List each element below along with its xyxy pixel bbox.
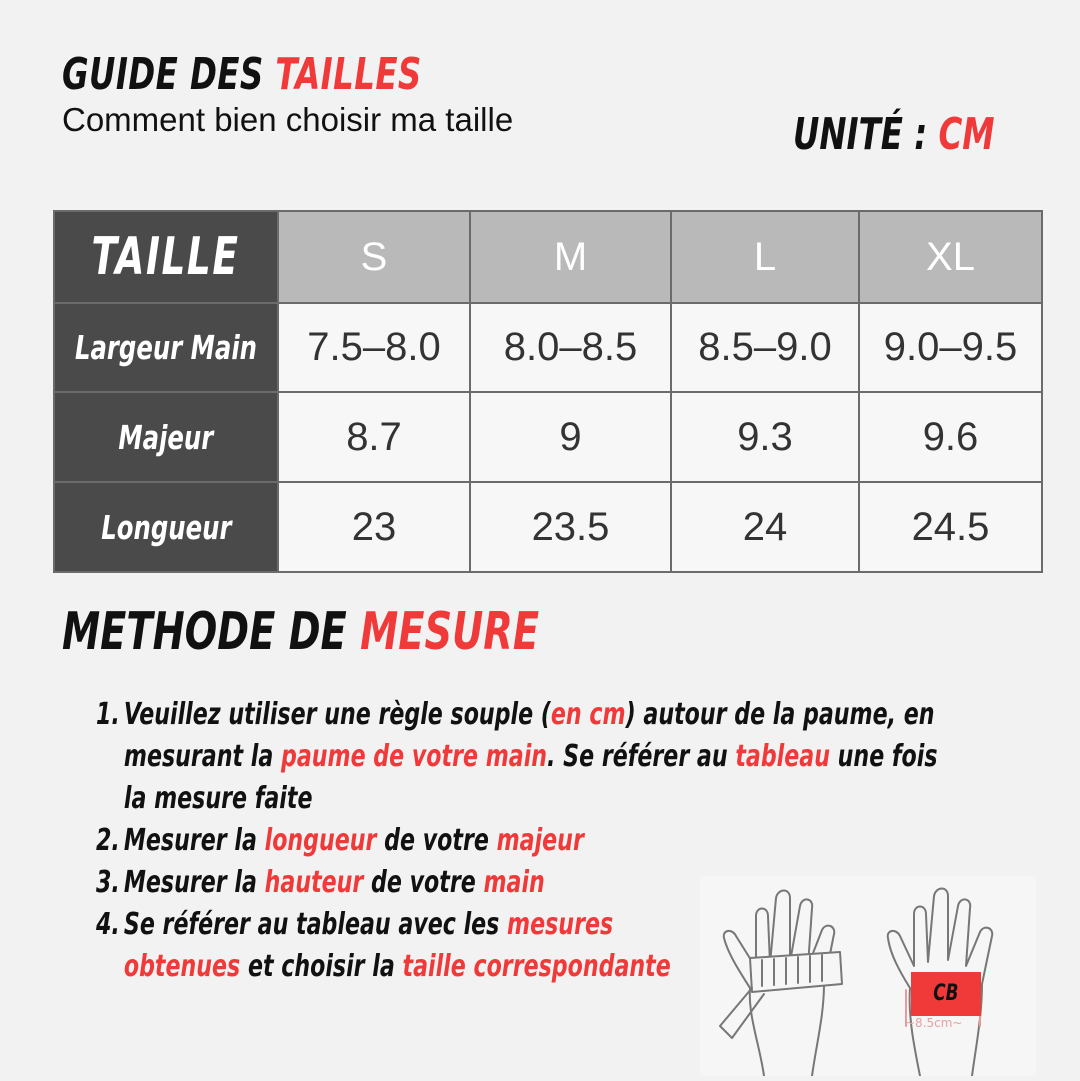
- title-part-black: GUIDE DES: [62, 49, 276, 100]
- step-text: [124, 904, 731, 988]
- table-cell: 9.3: [671, 392, 859, 482]
- table-cell: 8.7: [278, 392, 470, 482]
- list-item: [96, 694, 949, 820]
- table-cell: 9: [470, 392, 671, 482]
- title-part-red: TAILLES: [275, 49, 422, 100]
- size-header-l: L: [671, 211, 859, 303]
- table-cell: 9.6: [859, 392, 1042, 482]
- section-title-red: MESURE: [360, 602, 540, 662]
- step-number: 4.: [96, 907, 120, 942]
- highlighted-text: longueur: [264, 823, 377, 858]
- step-number: 3.: [96, 865, 120, 900]
- table-cell: 23.5: [470, 482, 671, 572]
- table-cell: 7.5–8.0: [278, 303, 470, 392]
- table-row: [54, 482, 1042, 572]
- size-header-s: S: [278, 211, 470, 303]
- step-text: [124, 694, 944, 820]
- unit-indicator: [793, 110, 995, 160]
- step-text-segment: de votre: [376, 823, 497, 858]
- step-text-segment: . Se référer au: [547, 739, 736, 774]
- table-cell: 23: [278, 482, 470, 572]
- highlighted-text: paume de votre main: [280, 739, 548, 774]
- unit-label: UNITÉ :: [793, 109, 939, 160]
- step-text-segment: Se référer au tableau avec les: [123, 907, 508, 942]
- step-text-segment: ) autour de la paume, en mesurant la: [123, 697, 935, 774]
- table-cell: 24.5: [859, 482, 1042, 572]
- size-header-row: [54, 211, 1042, 303]
- size-header-xl: XL: [859, 211, 1042, 303]
- highlighted-text: tableau: [735, 739, 830, 774]
- step-text: [124, 820, 949, 862]
- highlighted-text: majeur: [496, 823, 584, 858]
- page-subtitle: Comment bien choisir ma taille: [62, 101, 514, 138]
- table-cell: 8.0–8.5: [470, 303, 671, 392]
- step-number: 2.: [96, 823, 120, 858]
- step-text-segment: Veuillez utiliser une règle souple (: [123, 697, 551, 732]
- unit-value: CM: [938, 109, 995, 160]
- cb-badge: CB: [911, 972, 981, 1016]
- highlighted-text: taille correspondante: [402, 949, 671, 984]
- hand-illustration: [700, 876, 1036, 1076]
- step-number: 1.: [96, 697, 120, 732]
- row-label-longueur: Longueur: [54, 482, 278, 572]
- table-corner-label: TAILLE: [54, 211, 278, 303]
- measure-label: ~8.5cm~: [905, 1016, 963, 1030]
- step-text-segment: Mesurer la: [123, 865, 265, 900]
- section-title: [62, 604, 539, 660]
- section-title-black: METHODE DE: [62, 602, 361, 662]
- page-title: [62, 50, 422, 100]
- step-text-segment: Mesurer la: [123, 823, 265, 858]
- hand-measurement-icon: [700, 876, 1036, 1076]
- size-header-m: M: [470, 211, 671, 303]
- highlighted-text: main: [483, 865, 545, 900]
- row-label-majeur: Majeur: [54, 392, 278, 482]
- highlighted-text: hauteur: [264, 865, 364, 900]
- table-cell: 24: [671, 482, 859, 572]
- table-cell: 8.5–9.0: [671, 303, 859, 392]
- step-text-segment: de votre: [363, 865, 484, 900]
- step-text-segment: et choisir la: [240, 949, 403, 984]
- table-cell: 9.0–9.5: [859, 303, 1042, 392]
- table-row: [54, 392, 1042, 482]
- table-row: [54, 303, 1042, 392]
- row-label-largeur-main: Largeur Main: [54, 303, 278, 392]
- step-text-segment: une fois la mesure faite: [123, 739, 938, 816]
- highlighted-text: mesures obtenues: [123, 907, 614, 984]
- highlighted-text: en cm: [550, 697, 626, 732]
- list-item: [96, 820, 949, 862]
- size-table: [53, 210, 1043, 573]
